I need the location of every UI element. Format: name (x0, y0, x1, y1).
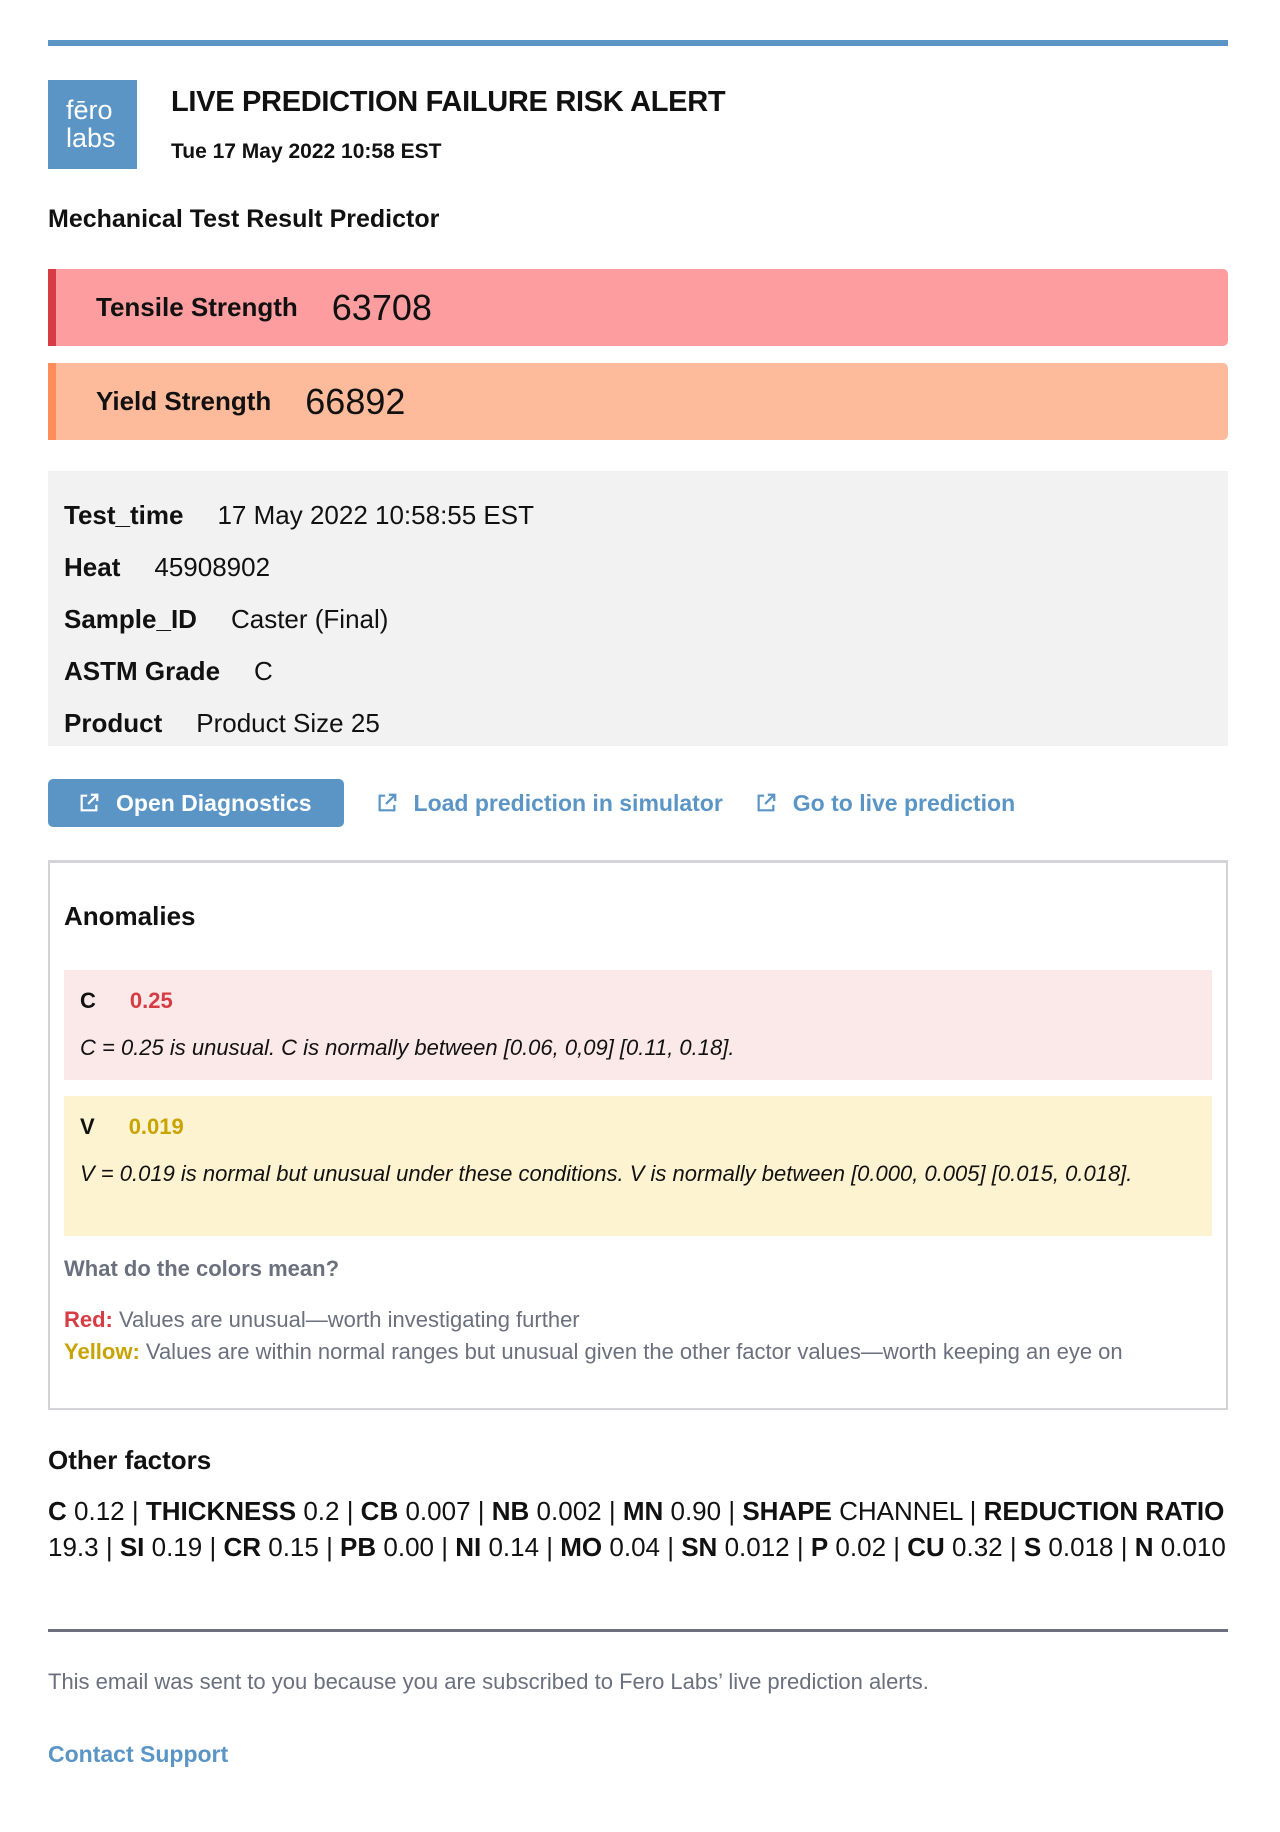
factor-value: 0.002 (536, 1496, 602, 1526)
factor-item (492, 1496, 602, 1526)
factor-value: 19.3 (48, 1532, 99, 1562)
open-diagnostics-button[interactable] (48, 779, 344, 827)
go-live-prediction-link[interactable] (755, 790, 1015, 817)
factor-key: P (810, 1532, 829, 1562)
info-value: C (254, 655, 273, 686)
external-link-icon (376, 792, 398, 814)
factor-value: 0.007 (405, 1496, 471, 1526)
info-key: Heat (64, 551, 121, 582)
factor-value: 0.19 (151, 1532, 203, 1562)
info-value: 45908902 (154, 551, 271, 582)
info-row (64, 541, 1212, 593)
factor-item (811, 1532, 886, 1562)
info-row (64, 489, 1212, 541)
footer-text: This email was sent to you because you are subscribed to Fero Labs’ live prediction alerts. (48, 1669, 929, 1694)
alert-title: LIVE PREDICTION FAILURE RISK ALERT (171, 86, 726, 118)
factor-key: CU (907, 1532, 945, 1562)
legend-red-label: Red: (64, 1307, 113, 1332)
factor-item (120, 1532, 202, 1562)
factor-item (455, 1532, 539, 1562)
legend-yellow-text: Values are within normal ranges but unusual given the other factor values—worth keeping an eye on (139, 1339, 1123, 1364)
info-row (64, 697, 1212, 749)
factor-value: 0.018 (1048, 1532, 1114, 1562)
sample-info-panel (48, 471, 1228, 746)
info-value: Product Size 25 (196, 707, 380, 738)
anomaly-card-red (64, 970, 1212, 1080)
info-key: Sample_ID (64, 603, 197, 634)
factor-key: PB (340, 1532, 377, 1562)
go-live-label: Go to live prediction (792, 789, 1016, 816)
info-key: Product (64, 707, 163, 738)
factor-item (907, 1532, 1002, 1562)
top-accent-bar (48, 40, 1228, 46)
factor-key: MN (622, 1496, 664, 1526)
load-simulator-label: Load prediction in simulator (413, 789, 723, 816)
factor-value: CHANNEL (839, 1496, 963, 1526)
factor-value: 0.12 (74, 1496, 125, 1526)
factor-key: CB (360, 1496, 399, 1526)
factor-item (223, 1532, 318, 1562)
other-factors-title: Other factors (48, 1445, 212, 1475)
prediction-value: 63708 (331, 286, 432, 328)
anomaly-value: 0.019 (128, 1114, 184, 1139)
factor-key: REDUCTION RATIO (983, 1496, 1225, 1526)
factor-item (340, 1532, 434, 1562)
factor-key: C (48, 1496, 67, 1526)
anomalies-title: Anomalies (64, 901, 196, 931)
factor-value: 0.15 (268, 1532, 319, 1562)
color-legend (64, 1256, 1212, 1368)
anomaly-factor: C (80, 988, 96, 1013)
factor-item (1024, 1532, 1114, 1562)
contact-support-link[interactable]: Contact Support (48, 1741, 229, 1767)
factor-key: SN (681, 1532, 718, 1562)
external-link-icon (755, 792, 777, 814)
factor-key: N (1134, 1532, 1154, 1562)
info-row (64, 593, 1212, 645)
model-name: Mechanical Test Result Predictor (48, 205, 440, 233)
legend-title: What do the colors mean? (64, 1256, 340, 1281)
prediction-label: Tensile Strength (96, 292, 298, 322)
divider (48, 1629, 1228, 1632)
info-key: ASTM Grade (64, 655, 221, 686)
anomaly-card-yellow (64, 1096, 1212, 1236)
factor-item (48, 1496, 125, 1526)
factor-item (1135, 1532, 1226, 1562)
factor-value: 0.02 (835, 1532, 887, 1562)
anomaly-value: 0.25 (129, 988, 173, 1013)
alert-date: Tue 17 May 2022 10:58 EST (171, 140, 442, 163)
info-value: Caster (Final) (230, 603, 389, 634)
factor-key: SI (119, 1532, 145, 1562)
other-factors-list: C 0.12 | THICKNESS 0.2 | CB 0.007 | NB 0.002 | MN 0.90 | SHAPE CHANNEL | REDUCTION RATIO 19.3 | SI 0.19 | CR 0.15 | PB 0.00 | NI 0.14 | MO 0.04 | SN 0.012 | P 0.02 | CU 0.32 | S 0.018 | N 0.010 (48, 1496, 1226, 1562)
factor-value: 0.00 (383, 1532, 435, 1562)
factor-item (361, 1496, 471, 1526)
prediction-value: 66892 (305, 380, 406, 422)
factor-key: SHAPE (742, 1496, 832, 1526)
anomaly-factor: V (80, 1114, 95, 1139)
factor-value: 0.90 (670, 1496, 722, 1526)
factor-key: CR (223, 1532, 261, 1562)
legend-yellow-label: Yellow: (64, 1339, 140, 1364)
external-link-icon (78, 792, 100, 814)
factor-value: 0.2 (303, 1496, 340, 1526)
info-key: Test_time (64, 499, 184, 530)
factor-item (623, 1496, 721, 1526)
anomaly-description: V = 0.019 is normal but unusual under these conditions. V is normally between [0.000, 0.005] [0.015, 0.018]. (80, 1161, 1133, 1186)
factor-key: NB (491, 1496, 530, 1526)
factor-value: 0.04 (609, 1532, 660, 1562)
factor-key: THICKNESS (145, 1496, 297, 1526)
prediction-yield-strength (48, 363, 1228, 440)
factor-value: 0.010 (1160, 1532, 1226, 1562)
factor-item (146, 1496, 340, 1526)
factor-item (742, 1496, 962, 1526)
factor-value: 0.32 (952, 1532, 1003, 1562)
factor-key: MO (560, 1532, 603, 1562)
legend-red-text: Values are unusual—worth investigating further (112, 1307, 580, 1332)
factor-key: NI (455, 1532, 482, 1562)
factor-item (681, 1532, 789, 1562)
info-row (64, 645, 1212, 697)
factor-item (560, 1532, 660, 1562)
action-bar (48, 779, 1015, 827)
fero-labs-logo: fēro labs (48, 80, 137, 169)
open-diagnostics-label: Open Diagnostics (116, 789, 312, 816)
prediction-tensile-strength (48, 269, 1228, 346)
load-simulator-link[interactable] (376, 790, 723, 817)
info-value: 17 May 2022 10:58:55 EST (217, 499, 534, 530)
anomalies-panel (48, 860, 1228, 1410)
factor-value: 0.012 (724, 1532, 790, 1562)
prediction-label: Yield Strength (96, 386, 272, 416)
factor-key: S (1023, 1532, 1042, 1562)
anomaly-description: C = 0.25 is unusual. C is normally between [0.06, 0,09] [0.11, 0.18]. (80, 1035, 735, 1060)
factor-value: 0.14 (488, 1532, 540, 1562)
